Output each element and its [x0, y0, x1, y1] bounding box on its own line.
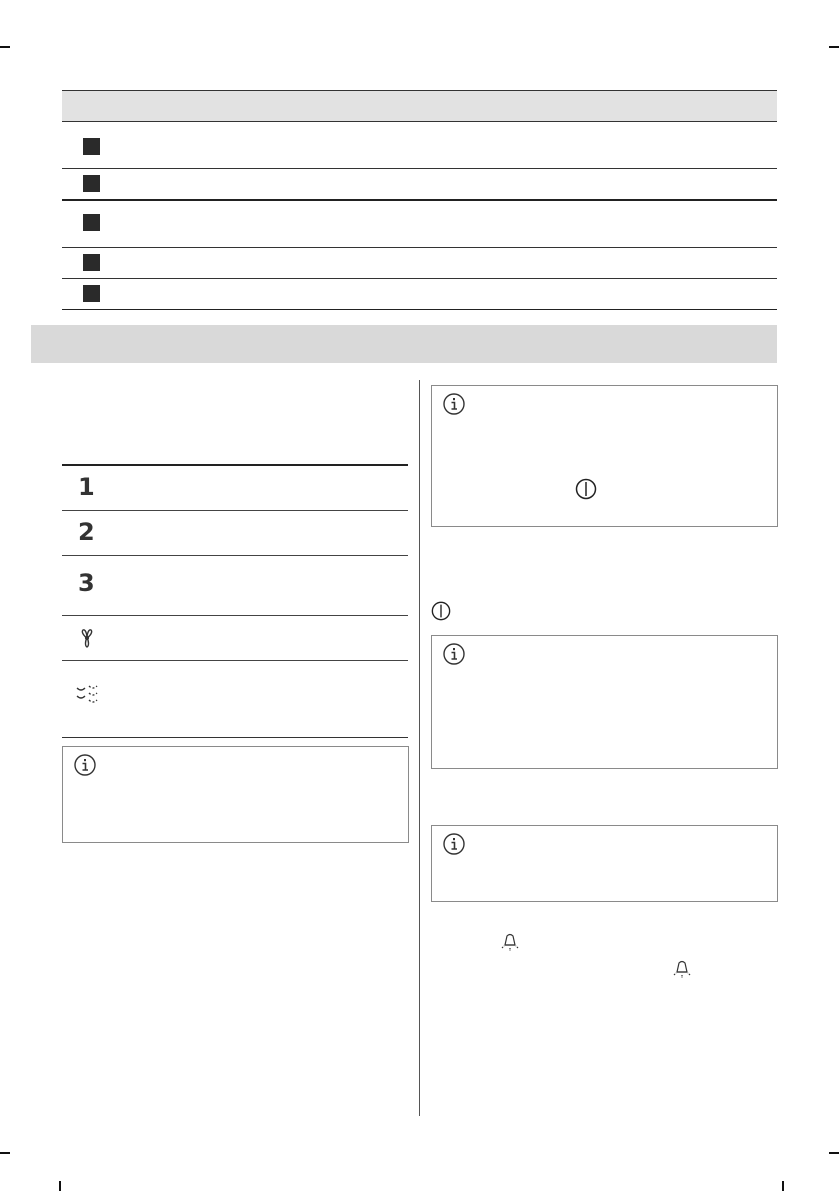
table-row — [62, 169, 777, 201]
crop-mark — [0, 46, 10, 48]
number-2: 2 — [78, 518, 95, 546]
table-row — [62, 122, 777, 169]
crop-mark — [782, 1181, 784, 1191]
square-marker — [83, 138, 100, 155]
list-item — [62, 616, 408, 661]
info-icon — [74, 754, 96, 776]
list-item — [62, 511, 408, 556]
info-note — [431, 385, 778, 527]
table-row — [62, 279, 777, 310]
number-1: 1 — [78, 473, 95, 501]
list-item — [62, 661, 408, 738]
control-panel-list — [62, 464, 408, 738]
column-divider — [419, 380, 420, 1116]
info-note — [431, 635, 778, 769]
info-icon — [443, 393, 465, 415]
square-marker — [83, 285, 100, 302]
crop-mark — [829, 46, 839, 48]
crop-mark — [59, 1181, 61, 1191]
section-heading-band — [31, 325, 777, 363]
lamp-icon — [499, 931, 521, 953]
info-icon — [443, 643, 465, 665]
info-note — [431, 825, 778, 902]
square-marker — [83, 175, 100, 192]
info-note — [62, 746, 409, 843]
heat-waves-icon — [75, 684, 99, 706]
crop-mark — [0, 1152, 10, 1154]
lamp-icon — [671, 958, 693, 980]
list-item — [62, 466, 408, 511]
table-row — [62, 201, 777, 248]
crop-mark — [829, 1152, 839, 1154]
number-3: 3 — [78, 569, 95, 597]
fan-icon — [76, 627, 98, 649]
power-icon — [431, 601, 451, 621]
info-icon — [443, 833, 465, 855]
square-marker — [83, 214, 100, 231]
square-marker — [83, 254, 100, 271]
table-header — [62, 90, 777, 122]
power-icon — [575, 478, 597, 500]
list-item — [62, 556, 408, 616]
table-row — [62, 248, 777, 279]
top-table — [62, 90, 777, 310]
